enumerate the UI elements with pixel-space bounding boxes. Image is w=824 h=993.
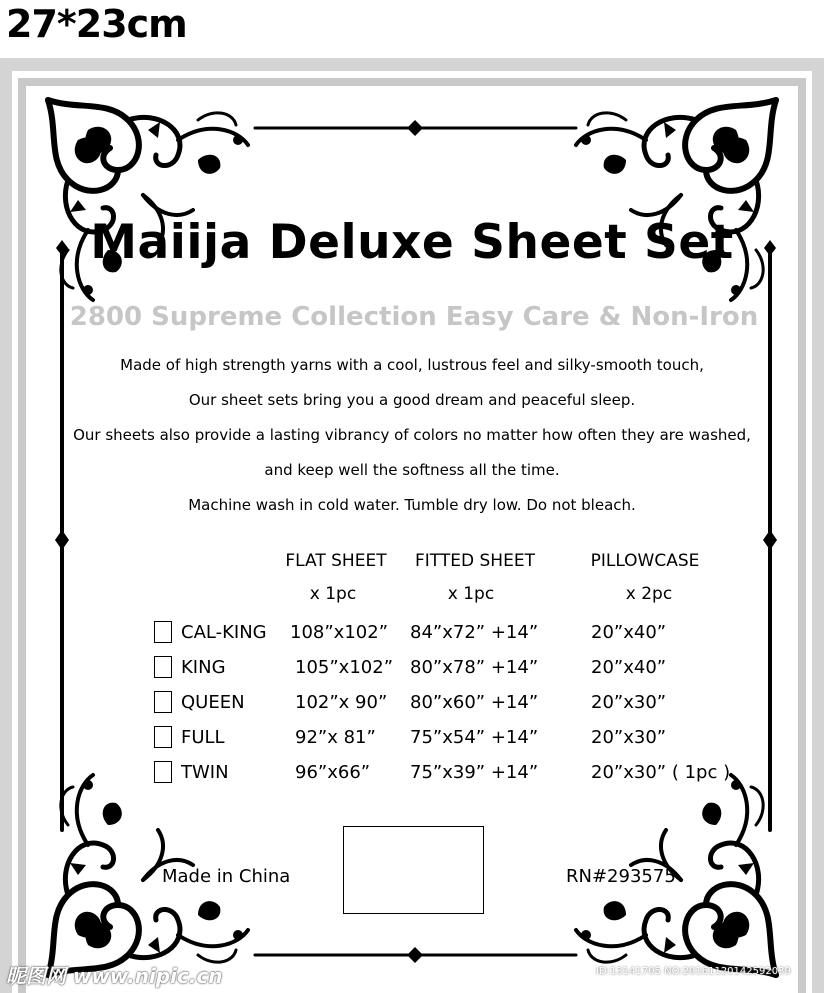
product-subtitle: 2800 Supreme Collection Easy Care & Non-Iron <box>69 302 759 332</box>
description-line: Our sheets also provide a lasting vibrancy of colors no matter how often they are washed, <box>73 426 751 444</box>
flat-sheet-dimensions: 108”x102” <box>290 622 389 643</box>
column-header-flat-sheet: FLAT SHEET <box>285 551 387 571</box>
flat-sheet-dimensions: 105”x102” <box>295 657 394 678</box>
corner-flourish-top-right <box>576 100 776 300</box>
rn-number: RN#293575 <box>566 866 676 887</box>
size-checkbox[interactable] <box>154 621 172 643</box>
size-checkbox[interactable] <box>154 761 172 783</box>
care-instructions: Machine wash in cold water. Tumble dry low. Do not bleach. <box>188 496 636 514</box>
pillowcase-dimensions: 20”x30” <box>591 692 667 713</box>
corner-flourish-top-left <box>48 100 248 300</box>
fitted-sheet-dimensions: 84”x72” +14” <box>410 622 539 643</box>
column-header-pillowcase: PILLOWCASE <box>590 551 700 571</box>
quantity-fitted-sheet: x 1pc <box>447 584 495 604</box>
size-name: FULL <box>181 727 225 748</box>
size-row-queen <box>0 691 824 721</box>
column-header-fitted-sheet: FITTED SHEET <box>415 551 535 571</box>
blank-stamp-box <box>343 826 484 914</box>
flat-sheet-dimensions: 92”x 81” <box>295 727 376 748</box>
quantity-pillowcase: x 2pc <box>625 584 673 604</box>
size-checkbox[interactable] <box>154 656 172 678</box>
description-line: Made of high strength yarns with a cool, lustrous feel and silky-smooth touch, <box>120 356 704 374</box>
size-row-full <box>0 726 824 756</box>
size-row-cal-king <box>0 621 824 651</box>
flat-sheet-dimensions: 96”x66” <box>295 762 371 783</box>
pillowcase-dimensions: 20”x30” <box>591 727 667 748</box>
size-name: KING <box>181 657 226 678</box>
size-name: TWIN <box>181 762 229 783</box>
pillowcase-dimensions: 20”x40” <box>591 622 667 643</box>
product-title: Maiija Deluxe Sheet Set <box>90 215 734 270</box>
country-of-origin: Made in China <box>162 866 291 887</box>
fitted-sheet-dimensions: 80”x60” +14” <box>410 692 539 713</box>
flat-sheet-dimensions: 102”x 90” <box>295 692 388 713</box>
size-name: CAL-KING <box>181 622 267 643</box>
fitted-sheet-dimensions: 80”x78” +14” <box>410 657 539 678</box>
pillowcase-dimensions: 20”x40” <box>591 657 667 678</box>
dimensions-label: 27*23cm <box>6 2 187 46</box>
description-line: Our sheet sets bring you a good dream and peaceful sleep. <box>188 391 636 409</box>
size-checkbox[interactable] <box>154 726 172 748</box>
size-name: QUEEN <box>181 692 245 713</box>
description-line: and keep well the softness all the time. <box>264 461 560 479</box>
fitted-sheet-dimensions: 75”x54” +14” <box>410 727 539 748</box>
size-checkbox[interactable] <box>154 691 172 713</box>
quantity-flat-sheet: x 1pc <box>309 584 357 604</box>
pillowcase-dimensions: 20”x30” ( 1pc ) <box>591 762 731 783</box>
size-row-king <box>0 656 824 686</box>
fitted-sheet-dimensions: 75”x39” +14” <box>410 762 539 783</box>
size-row-twin <box>0 761 824 791</box>
watermark-site: 昵图网 www.nipic.cn <box>6 964 223 988</box>
watermark-id: ID:13141705 NO:20161120142592039 <box>596 966 791 977</box>
